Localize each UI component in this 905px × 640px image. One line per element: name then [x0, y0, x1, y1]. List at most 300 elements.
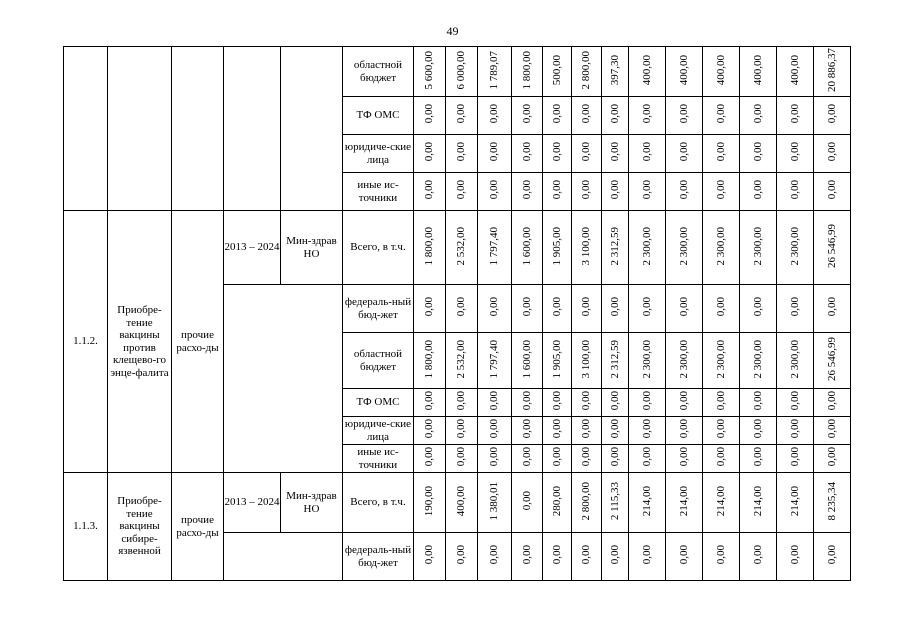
value-text: 5 600,00 [423, 50, 436, 89]
value-text: 0,00 [751, 142, 764, 162]
value-cell [666, 417, 703, 445]
value-cell [602, 333, 629, 389]
value-cell [512, 389, 543, 417]
value-text: 0,00 [423, 447, 436, 467]
value-text: 2 312,59 [608, 339, 621, 378]
value-cell [572, 47, 602, 97]
value-text: 2 300,00 [640, 226, 653, 265]
value-cell [446, 333, 478, 389]
value-cell [703, 417, 740, 445]
value-cell [777, 389, 814, 417]
budget-table [63, 46, 851, 581]
value-cell [543, 47, 572, 97]
value-text: 0,00 [677, 104, 690, 124]
table-row [64, 211, 851, 285]
value-text: 2 300,00 [714, 226, 727, 265]
value-text: 0,00 [714, 391, 727, 411]
value-text: 0,00 [751, 180, 764, 200]
value-cell [740, 211, 777, 285]
value-text: 0,00 [825, 545, 838, 565]
value-cell [414, 333, 446, 389]
value-text: 2 532,00 [455, 339, 468, 378]
funding-source: ТФ ОМС [343, 97, 414, 135]
value-cell [666, 97, 703, 135]
value-text: 0,00 [580, 447, 593, 467]
value-text: 0,00 [488, 447, 501, 467]
value-text: 214,00 [788, 485, 801, 516]
value-text: 0,00 [520, 104, 533, 124]
value-cell [414, 417, 446, 445]
value-cell [478, 211, 512, 285]
value-cell [814, 135, 851, 173]
value-text: 0,00 [714, 545, 727, 565]
table-row [64, 47, 851, 97]
value-text: 8 235,34 [825, 481, 838, 520]
value-text: 0,00 [608, 180, 621, 200]
value-cell [814, 47, 851, 97]
value-cell [414, 533, 446, 581]
value-cell [478, 47, 512, 97]
value-cell [629, 47, 666, 97]
value-cell [777, 417, 814, 445]
value-text: 0,00 [608, 391, 621, 411]
value-text: 0,00 [520, 491, 533, 511]
value-text: 400,00 [788, 54, 801, 85]
value-cell [666, 473, 703, 533]
value-text: 0,00 [640, 297, 653, 317]
item-period: 2013 – 2024 [224, 473, 281, 533]
value-text: 0,00 [455, 142, 468, 162]
value-cell [446, 473, 478, 533]
value-text: 0,00 [677, 545, 690, 565]
value-cell [777, 285, 814, 333]
funding-source: Всего, в т.ч. [343, 473, 414, 533]
value-cell [629, 135, 666, 173]
value-cell [703, 173, 740, 211]
value-cell [814, 285, 851, 333]
value-text: 0,00 [751, 419, 764, 439]
value-cell [572, 285, 602, 333]
value-cell [543, 135, 572, 173]
value-cell [703, 533, 740, 581]
value-text: 0,00 [608, 142, 621, 162]
value-text: 0,00 [550, 104, 563, 124]
value-cell [777, 173, 814, 211]
value-cell [814, 173, 851, 211]
value-text: 0,00 [520, 142, 533, 162]
value-text: 0,00 [788, 180, 801, 200]
value-cell [478, 533, 512, 581]
funding-source: областной бюджет [343, 47, 414, 97]
value-text: 0,00 [677, 180, 690, 200]
value-cell [478, 333, 512, 389]
value-cell [572, 389, 602, 417]
value-cell [703, 445, 740, 473]
value-cell [446, 135, 478, 173]
value-cell [602, 285, 629, 333]
value-text: 0,00 [608, 104, 621, 124]
value-text: 0,00 [788, 297, 801, 317]
value-text: 0,00 [423, 419, 436, 439]
value-cell [814, 211, 851, 285]
item-period: 2013 – 2024 [224, 211, 281, 285]
value-cell [740, 417, 777, 445]
value-text: 0,00 [714, 142, 727, 162]
item-name: Приобре-тение вакцины сибире-язвенной [108, 473, 172, 581]
value-text: 3 100,00 [580, 339, 593, 378]
value-text: 0,00 [640, 180, 653, 200]
value-text: 500,00 [550, 54, 563, 85]
value-text: 0,00 [580, 180, 593, 200]
value-cell [543, 417, 572, 445]
value-cell [446, 389, 478, 417]
value-cell [572, 473, 602, 533]
value-text: 0,00 [580, 104, 593, 124]
value-cell [666, 211, 703, 285]
value-cell [602, 173, 629, 211]
value-text: 0,00 [520, 447, 533, 467]
value-text: 0,00 [677, 419, 690, 439]
value-text: 0,00 [608, 297, 621, 317]
value-text: 0,00 [751, 391, 764, 411]
value-text: 0,00 [423, 142, 436, 162]
value-cell [666, 445, 703, 473]
value-text: 0,00 [455, 104, 468, 124]
value-cell [602, 389, 629, 417]
value-cell [512, 97, 543, 135]
value-cell [814, 97, 851, 135]
value-cell [512, 473, 543, 533]
value-text: 0,00 [751, 297, 764, 317]
value-cell [666, 173, 703, 211]
value-cell [666, 389, 703, 417]
value-cell [512, 211, 543, 285]
value-cell [478, 135, 512, 173]
value-cell [740, 533, 777, 581]
funding-source: иные ис-точники [343, 173, 414, 211]
value-cell [478, 97, 512, 135]
value-cell [666, 47, 703, 97]
value-cell [512, 333, 543, 389]
value-cell [602, 47, 629, 97]
value-text: 0,00 [825, 419, 838, 439]
value-cell [629, 389, 666, 417]
value-text: 0,00 [488, 419, 501, 439]
funding-source: Всего, в т.ч. [343, 211, 414, 285]
value-text: 2 300,00 [788, 339, 801, 378]
value-text: 1 800,00 [423, 226, 436, 265]
value-text: 1 905,00 [550, 226, 563, 265]
value-text: 26 546,99 [825, 336, 838, 381]
value-text: 0,00 [455, 545, 468, 565]
value-cell [543, 445, 572, 473]
value-text: 0,00 [640, 419, 653, 439]
value-text: 1 789,07 [488, 50, 501, 89]
value-text: 1 600,00 [520, 339, 533, 378]
value-text: 0,00 [488, 142, 501, 162]
value-text: 0,00 [608, 447, 621, 467]
value-text: 0,00 [550, 180, 563, 200]
value-cell [602, 211, 629, 285]
value-text: 0,00 [714, 104, 727, 124]
value-text: 0,00 [580, 545, 593, 565]
value-cell [478, 173, 512, 211]
value-text: 0,00 [640, 447, 653, 467]
value-cell [572, 445, 602, 473]
value-text: 0,00 [580, 391, 593, 411]
value-text: 0,00 [423, 545, 436, 565]
value-cell [666, 333, 703, 389]
funding-source: федераль-ный бюд-жет [343, 285, 414, 333]
value-cell [446, 533, 478, 581]
value-cell [414, 135, 446, 173]
value-cell [629, 173, 666, 211]
value-text: 1 600,00 [520, 226, 533, 265]
value-cell [512, 533, 543, 581]
value-text: 0,00 [423, 297, 436, 317]
value-cell [740, 285, 777, 333]
value-cell [629, 445, 666, 473]
value-text: 0,00 [488, 180, 501, 200]
value-text: 1 380,01 [488, 481, 501, 520]
value-text: 0,00 [455, 180, 468, 200]
funding-source: областной бюджет [343, 333, 414, 389]
value-text: 400,00 [714, 54, 727, 85]
value-text: 0,00 [580, 419, 593, 439]
value-cell [777, 445, 814, 473]
value-text: 0,00 [520, 545, 533, 565]
value-cell [414, 473, 446, 533]
value-text: 0,00 [488, 545, 501, 565]
value-cell [414, 445, 446, 473]
value-cell [602, 417, 629, 445]
page-number: 49 [446, 24, 459, 38]
value-cell [814, 417, 851, 445]
value-cell [666, 135, 703, 173]
value-cell [814, 533, 851, 581]
value-text: 0,00 [640, 391, 653, 411]
value-text: 0,00 [825, 142, 838, 162]
value-text: 214,00 [714, 485, 727, 516]
value-cell [543, 533, 572, 581]
value-cell [543, 333, 572, 389]
value-cell [478, 417, 512, 445]
value-cell [602, 97, 629, 135]
value-cell [512, 445, 543, 473]
value-text: 3 100,00 [580, 226, 593, 265]
value-text: 0,00 [825, 104, 838, 124]
value-cell [602, 445, 629, 473]
value-text: 0,00 [608, 545, 621, 565]
value-text: 400,00 [640, 54, 653, 85]
value-cell [572, 173, 602, 211]
value-cell [414, 285, 446, 333]
value-cell [543, 473, 572, 533]
value-cell [629, 211, 666, 285]
value-text: 0,00 [640, 104, 653, 124]
value-cell [777, 473, 814, 533]
value-text: 1 797,40 [488, 226, 501, 265]
value-text: 0,00 [520, 180, 533, 200]
value-text: 2 300,00 [714, 339, 727, 378]
value-cell [740, 173, 777, 211]
value-text: 214,00 [640, 485, 653, 516]
value-cell [414, 211, 446, 285]
value-cell [740, 473, 777, 533]
value-cell [446, 211, 478, 285]
period-executor-empty [224, 285, 343, 473]
funding-source: ТФ ОМС [343, 389, 414, 417]
cell-executor-empty [281, 47, 343, 211]
value-text: 0,00 [714, 180, 727, 200]
value-cell [446, 285, 478, 333]
value-cell [602, 533, 629, 581]
value-text: 280,00 [550, 485, 563, 516]
value-cell [740, 333, 777, 389]
value-cell [666, 285, 703, 333]
value-cell [543, 389, 572, 417]
value-cell [740, 135, 777, 173]
value-cell [777, 211, 814, 285]
value-cell [703, 211, 740, 285]
value-text: 0,00 [520, 419, 533, 439]
funding-source: юридиче-ские лица [343, 135, 414, 173]
value-cell [446, 97, 478, 135]
value-text: 397,30 [608, 54, 621, 85]
cell-number-empty [64, 47, 108, 211]
value-cell [512, 173, 543, 211]
value-cell [478, 473, 512, 533]
value-cell [572, 533, 602, 581]
value-text: 6 000,00 [455, 50, 468, 89]
value-text: 2 800,00 [580, 481, 593, 520]
value-text: 0,00 [788, 104, 801, 124]
value-text: 0,00 [640, 545, 653, 565]
value-cell [629, 417, 666, 445]
value-text: 2 300,00 [677, 226, 690, 265]
value-cell [446, 445, 478, 473]
value-text: 0,00 [751, 545, 764, 565]
value-cell [629, 473, 666, 533]
value-text: 0,00 [488, 391, 501, 411]
cell-expense-empty [172, 47, 224, 211]
funding-source: юридиче-ские лица [343, 417, 414, 445]
value-cell [629, 533, 666, 581]
value-cell [703, 47, 740, 97]
value-cell [414, 173, 446, 211]
value-cell [512, 47, 543, 97]
value-cell [740, 445, 777, 473]
value-text: 214,00 [677, 485, 690, 516]
value-cell [703, 135, 740, 173]
value-cell [777, 333, 814, 389]
value-cell [543, 285, 572, 333]
value-cell [777, 97, 814, 135]
value-text: 1 800,00 [520, 50, 533, 89]
value-text: 0,00 [751, 104, 764, 124]
value-text: 2 800,00 [580, 50, 593, 89]
value-text: 0,00 [788, 447, 801, 467]
value-text: 0,00 [825, 180, 838, 200]
value-text: 0,00 [550, 142, 563, 162]
value-cell [543, 173, 572, 211]
funding-source: федераль-ный бюд-жет [343, 533, 414, 581]
value-cell [602, 135, 629, 173]
value-text: 2 115,33 [608, 481, 621, 520]
value-text: 0,00 [455, 391, 468, 411]
value-cell [478, 389, 512, 417]
item-executor: Мин-здрав НО [281, 473, 343, 533]
value-text: 0,00 [550, 545, 563, 565]
value-cell [666, 533, 703, 581]
value-text: 0,00 [788, 142, 801, 162]
value-text: 0,00 [714, 447, 727, 467]
value-text: 1 797,40 [488, 339, 501, 378]
value-cell [572, 211, 602, 285]
value-cell [512, 285, 543, 333]
table-row [64, 473, 851, 533]
value-cell [478, 445, 512, 473]
cell-name-empty [108, 47, 172, 211]
value-text: 0,00 [455, 297, 468, 317]
value-cell [543, 97, 572, 135]
value-text: 26 546,99 [825, 223, 838, 268]
value-cell [703, 389, 740, 417]
value-text: 0,00 [825, 297, 838, 317]
value-cell [629, 333, 666, 389]
value-text: 0,00 [520, 297, 533, 317]
item-expense-type: прочие расхо-ды [172, 211, 224, 473]
value-text: 0,00 [677, 391, 690, 411]
value-text: 400,00 [677, 54, 690, 85]
item-expense-type: прочие расхо-ды [172, 473, 224, 581]
value-cell [703, 97, 740, 135]
value-text: 0,00 [788, 419, 801, 439]
value-cell [446, 47, 478, 97]
value-text: 2 312,59 [608, 226, 621, 265]
value-cell [512, 135, 543, 173]
value-text: 0,00 [788, 391, 801, 411]
value-text: 0,00 [580, 297, 593, 317]
value-text: 1 800,00 [423, 339, 436, 378]
value-cell [414, 47, 446, 97]
value-cell [543, 211, 572, 285]
item-number: 1.1.3. [64, 473, 108, 581]
value-text: 0,00 [550, 297, 563, 317]
value-cell [703, 333, 740, 389]
value-text: 20 886,37 [825, 47, 838, 92]
value-text: 400,00 [455, 485, 468, 516]
value-text: 2 300,00 [751, 226, 764, 265]
value-cell [446, 417, 478, 445]
value-text: 400,00 [751, 54, 764, 85]
value-cell [740, 47, 777, 97]
value-cell [740, 389, 777, 417]
value-cell [814, 389, 851, 417]
value-text: 0,00 [423, 104, 436, 124]
value-text: 0,00 [550, 447, 563, 467]
value-cell [777, 135, 814, 173]
value-cell [478, 285, 512, 333]
value-cell [740, 97, 777, 135]
value-text: 0,00 [714, 419, 727, 439]
value-text: 0,00 [677, 297, 690, 317]
value-text: 0,00 [455, 419, 468, 439]
value-text: 0,00 [550, 391, 563, 411]
value-text: 0,00 [677, 142, 690, 162]
value-cell [572, 417, 602, 445]
value-text: 0,00 [825, 447, 838, 467]
